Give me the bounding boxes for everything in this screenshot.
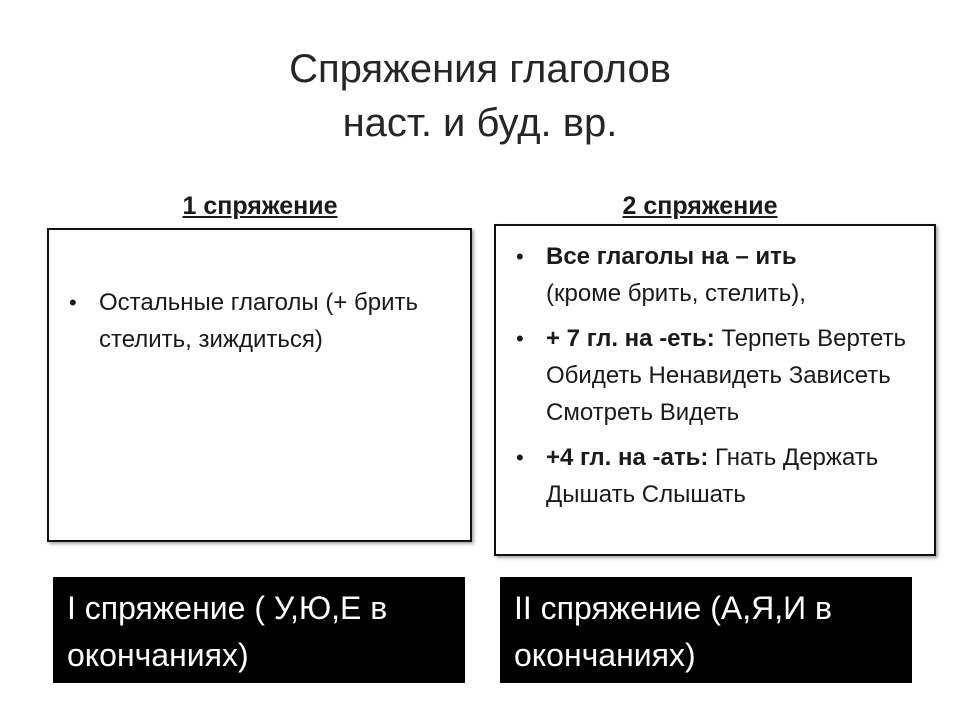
title-line-2: наст. и буд. вр.: [342, 101, 618, 145]
first-conjugation-heading: 1 спряжение: [182, 192, 338, 220]
list-item-text: Гнать Держать Дышать Слышать: [546, 444, 879, 508]
list-item-text: Остальные глаголы (+ брить стелить, зиждиться): [99, 289, 418, 353]
list-item: [506, 320, 918, 431]
bullet-icon: •: [69, 290, 77, 315]
list-item: [506, 238, 918, 312]
bullet-icon: •: [516, 445, 524, 470]
list-item-bold: Все глаголы на – ить: [546, 243, 797, 270]
first-conjugation-box: [47, 228, 472, 542]
first-conjugation-endings: I спряжение ( У,Ю,Е в окончаниях): [53, 577, 465, 683]
list-item: [506, 439, 918, 513]
slide-title: [0, 42, 960, 150]
second-conjugation-endings: II спряжение (А,Я,И в окончаниях): [500, 577, 912, 683]
bullet-icon: •: [516, 244, 524, 269]
second-conjugation-list: [506, 238, 918, 513]
title-line-1: Спряжения глаголов: [289, 47, 671, 91]
second-conjugation-box: [494, 224, 936, 556]
bullet-icon: •: [516, 326, 524, 351]
list-item-text: (кроме брить, стелить),: [546, 280, 806, 307]
first-conjugation-list: [59, 284, 458, 358]
list-item-bold: + 7 гл. на -еть:: [546, 325, 715, 352]
list-item-bold: +4 гл. на -ать:: [546, 444, 709, 471]
second-conjugation-heading: 2 спряжение: [622, 192, 778, 220]
list-item: [59, 284, 458, 358]
list-item-text: Терпеть Вертеть Обидеть Ненавидеть Зависеть Смотреть Видеть: [546, 325, 907, 426]
